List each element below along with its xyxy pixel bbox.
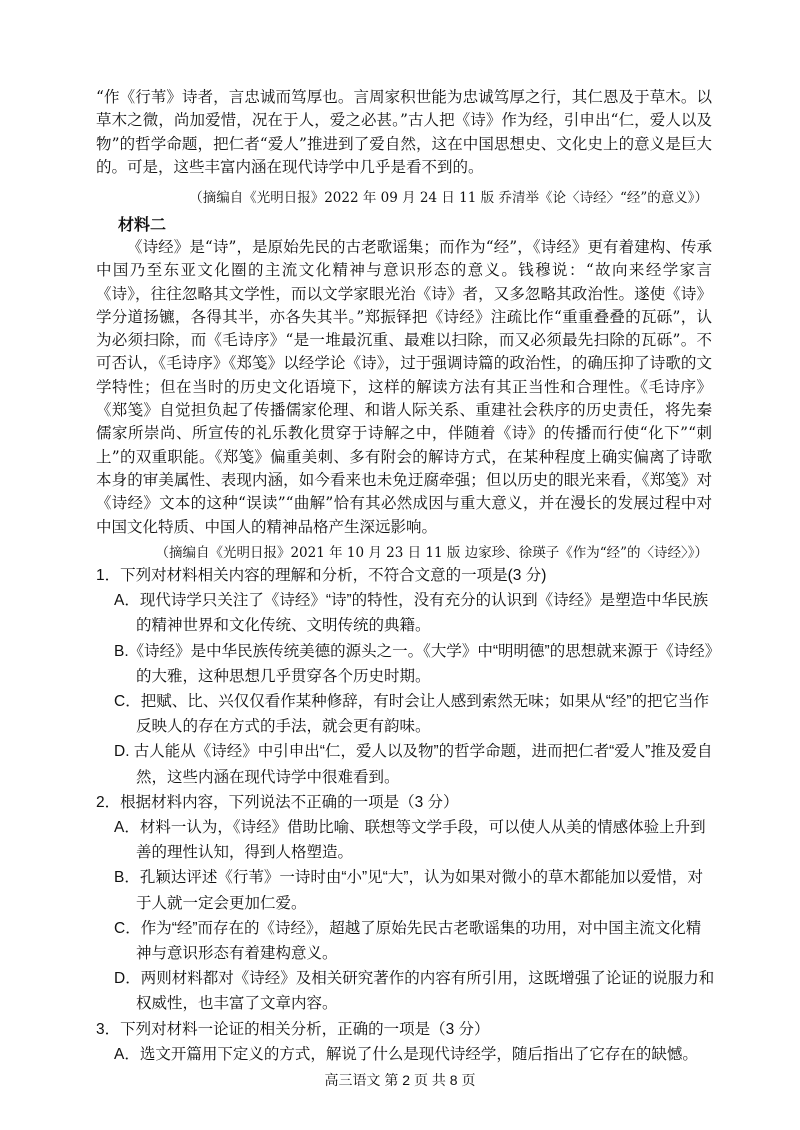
option-a[interactable]: A．现代诗学只关注了《诗经》“诗”的特性，没有充分的认识到《诗经》是塑造中华民族的精神世界和文化传统、文明传统的典籍。: [114, 592, 709, 635]
option-c[interactable]: C．把赋、比、兴仅仅看作某种修辞，有时会让人感到索然无味；如果从“经”的把它当作反映人的存在方式的手法，就会更有韵味。: [114, 693, 710, 736]
passage-top-source: （摘编自《光明日报》2022 年 09 月 24 日 11 版 乔清举《论〈诗经〉“经”的意义》）: [189, 190, 708, 206]
question-3: [96, 1017, 716, 1067]
question-stem: 2．根据材料内容，下列说法不正确的一项是（3 分）: [96, 793, 459, 811]
option-a[interactable]: A．选文开篇用下定义的方式，解说了什么是现代诗经学，随后指出了它存在的缺憾。: [114, 1045, 698, 1063]
option-b[interactable]: B．孔颖达评述《行苇》一诗时由“小”见“大”，认为如果对微小的草木都能加以爱惜，对于人就一定会更加仁爱。: [114, 869, 703, 912]
option-a[interactable]: A．材料一认为，《诗经》借助比喻、联想等文学手段，可以使人从美的情感体验上升到善的理性认知，得到人格塑造。: [114, 819, 706, 862]
question-stem: 1．下列对材料相关内容的理解和分析，不符合文意的一项是(3 分): [96, 567, 547, 584]
option-b[interactable]: B.《诗经》是中华民族传统美德的源头之一。《大学》中“明明德”的思想就来源于《诗经》的大雅，这种思想几乎贯穿各个历史时期。: [114, 642, 713, 685]
material2-heading: 材料二: [118, 215, 167, 234]
question-list: [96, 563, 716, 1067]
question-1: [96, 563, 716, 790]
option-d[interactable]: D. 古人能从《诗经》中引申出“仁，爱人以及物”的哲学命题，进而把仁者“爱人”推及爱自然，这些内涵在现代诗学中很难看到。: [114, 743, 713, 786]
option-c[interactable]: C．作为“经”而存在的《诗经》，超越了原始先民古老歌谣集的功用，对中国主流文化精神与意识形态有着建构意义。: [114, 919, 702, 963]
option-d[interactable]: D．两则材料都对《诗经》及相关研究著作的内容有所引用，这既增强了论证的说服力和权威性，也丰富了文章内容。: [114, 970, 715, 1013]
page-footer: 高三语文 第 2 页 共 8 页: [324, 1072, 476, 1088]
question-2: [96, 790, 716, 1017]
passage-top-text: “作《行苇》诗者，言忠诚而笃厚也。言周家积世能为忠诚笃厚之行，其仁恩及于草木。以草木之微，尚加爱惜，况在于人，爱之必甚。”古人把《诗》作为经，引申出“仁，爱人以及物”的哲学命题，把仁者“爱人”推进到了爱自然，这在中国思想史、文化史上的意义是巨大的。可是，这些丰富内涵在现代诗学中几乎是看不到的。: [96, 88, 712, 176]
material2-source: （摘编自《光明日报》2021 年 10 月 23 日 11 版 边家珍、徐瑛子《作为“经”的〈诗经〉》）: [155, 545, 708, 561]
question-stem: 3．下列对材料一论证的相关分析，正确的一项是（3 分）: [96, 1020, 490, 1038]
material2-text: 《诗经》是“诗”，是原始先民的古老歌谣集；而作为“经”，《诗经》更有着建构、传承中国乃至东亚文化圈的主流文化精神与意识形态的意义。钱穆说：“故向来经学家言《诗》，往往忽略其文学性，而以文学家眼光治《诗》者，又多忽略其政治性。遂使《诗》学分道扬镳，各得其半，亦各失其半。”郑振铎把《诗经》注疏比作“重重叠叠的瓦砾”，认为必须扫除，而《毛诗序》“是一堆最沉重、最难以扫除，而又必须最先扫除的瓦砾”。不可否认，《毛诗序》《郑笺》以经学论《诗》，过于强调诗篇的政治性，的确压抑了诗歌的文学特性；但在当时的历史文化语境下，这样的解读方法有其正当性和合理性。《毛诗序》《郑笺》自觉担负起了传播儒家伦理、和谐人际关系、重建社会秩序的历史责任，将先秦儒家所崇尚、所宣传的礼乐教化贯穿于诗解之中，伴随着《诗》的传播而行使“化下”“刺上”的双重职能。《郑笺》偏重美刺、多有附会的解诗方式，在某种程度上确实偏离了诗歌本身的审美属性、表现内涵，如今看来也未免迂腐牵强；但以历史的眼光来看，《郑笺》对《诗经》文本的这种“误读”“曲解”恰有其必然成因与重大意义，并在漫长的发展过程中对中国文化特质、中国人的精神品格产生深远影响。: [96, 238, 712, 536]
